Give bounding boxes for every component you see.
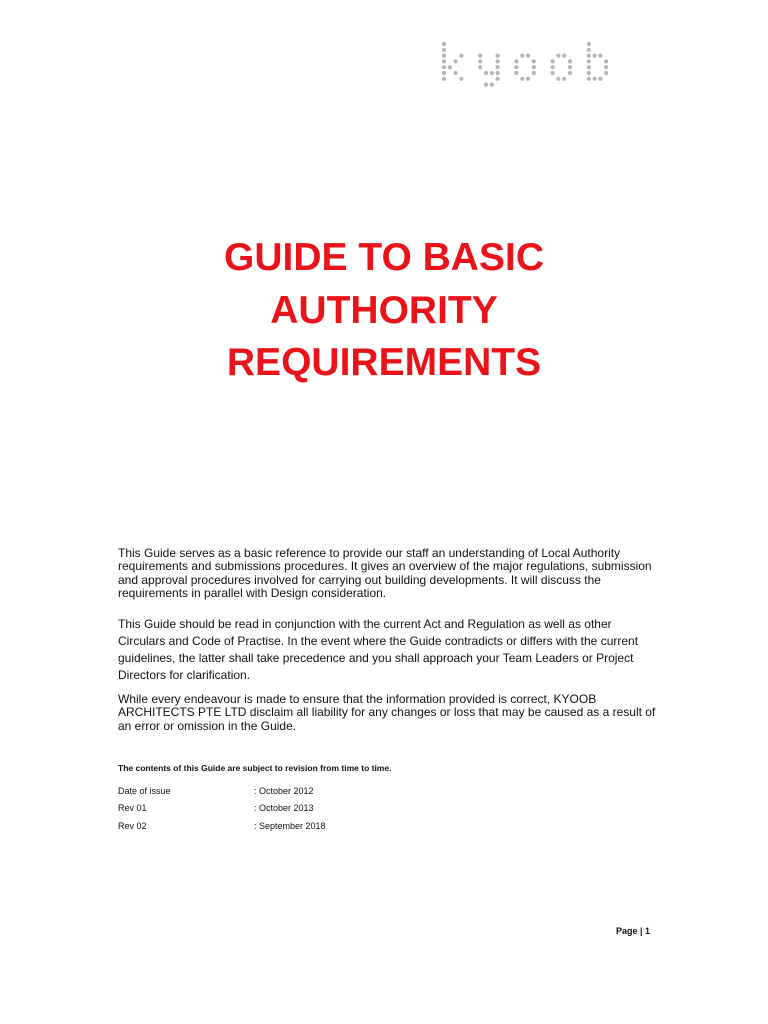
logo-dot — [587, 48, 591, 52]
logo-dot — [562, 77, 566, 81]
logo-dot — [514, 65, 518, 69]
logo-dot — [442, 48, 446, 52]
logo-dot — [604, 65, 608, 69]
logo-dot — [459, 77, 463, 81]
logo-dot — [568, 65, 572, 69]
logo-dot — [556, 54, 560, 58]
logo-dot — [448, 65, 452, 69]
page-number: Page | 1 — [615, 926, 650, 936]
revision-value: : October 2012 — [254, 786, 314, 796]
logo-dot — [459, 54, 463, 58]
logo-dot — [514, 59, 518, 63]
intro-paragraph: This Guide serves as a basic reference to provide our staff an understanding of Local Authority requirements and submissions procedures. It gives an overview of the major regulations, submission and approval procedures involved for carrying out building developments. It will discuss the requirements in parallel with Design consideration. — [118, 546, 652, 601]
logo-letter-o — [551, 54, 573, 81]
logo-dot — [520, 54, 524, 58]
logo-letter-b — [587, 42, 609, 81]
logo-dot — [496, 71, 500, 75]
logo-dot — [490, 71, 494, 75]
logo-dot — [478, 54, 482, 58]
logo-dot — [593, 77, 597, 81]
logo-dot — [454, 71, 458, 75]
logo-dot — [568, 59, 572, 63]
logo-dot — [551, 71, 555, 75]
logo-dot — [514, 71, 518, 75]
logo-dot — [442, 65, 446, 69]
logo-dot — [520, 77, 524, 81]
title-line-3: REQUIREMENTS — [226, 341, 542, 384]
logo-dot — [454, 59, 458, 63]
logo-dot — [587, 42, 591, 46]
logo-dot — [598, 54, 602, 58]
logo-dot — [496, 59, 500, 63]
logo-dot — [496, 65, 500, 69]
revision-note: The contents of this Guide are subject to revision from time to time. — [118, 763, 392, 773]
logo-dot — [442, 59, 446, 63]
logo-dot — [442, 77, 446, 81]
revision-value: : September 2018 — [254, 821, 326, 831]
logo-dot — [532, 65, 536, 69]
logo-dot — [556, 77, 560, 81]
logo-dot — [526, 77, 530, 81]
title-line-1: GUIDE TO BASIC — [224, 236, 544, 279]
logo-letter-y — [478, 54, 500, 87]
logo-dot — [587, 54, 591, 58]
logo-letter-o — [514, 54, 536, 81]
logo-dot — [496, 54, 500, 58]
logo-dot — [598, 77, 602, 81]
revision-label: Date of issue — [118, 786, 171, 796]
logo-dot — [587, 65, 591, 69]
revision-label: Rev 02 — [118, 821, 147, 831]
logo-dot — [496, 77, 500, 81]
logo-dot — [562, 54, 566, 58]
logo-dot — [442, 54, 446, 58]
disclaimer-paragraph: While every endeavour is made to ensure that the information provided is correct, KYOOB ARCHITECTS PTE LTD disclaim all liability for any changes or loss that may be caused as a result of an error or omission in the Guide. — [118, 692, 656, 733]
conjunction-paragraph: This Guide should be read in conjunction with the current Act and Regulation as well as other Circulars and Code of Practise. In the event where the Guide contradicts or differs with the current guidelines, the latter shall take precedence and you shall approach your Team Leaders or Project Directors for clarification. — [118, 617, 639, 682]
logo-dot — [484, 71, 488, 75]
kyoob-logo-dots — [440, 40, 652, 90]
title-line-2: AUTHORITY — [270, 289, 498, 332]
logo-dot — [568, 71, 572, 75]
logo-dot — [442, 71, 446, 75]
logo-dot — [442, 42, 446, 46]
logo-dot — [526, 54, 530, 58]
logo-dot — [490, 83, 494, 87]
logo-dot — [478, 65, 482, 69]
logo-dot — [551, 65, 555, 69]
logo-dot — [587, 59, 591, 63]
logo-dot — [478, 59, 482, 63]
logo-dot — [604, 59, 608, 63]
logo-dot — [484, 83, 488, 87]
logo-dot — [587, 71, 591, 75]
logo-dot — [593, 54, 597, 58]
logo-dot — [532, 71, 536, 75]
logo-dot — [551, 59, 555, 63]
revision-value: : October 2013 — [254, 803, 314, 813]
kyoob-logo — [440, 40, 652, 90]
revision-label: Rev 01 — [118, 803, 147, 813]
logo-dot — [532, 59, 536, 63]
logo-dot — [604, 71, 608, 75]
logo-dot — [587, 77, 591, 81]
logo-letter-k — [442, 42, 464, 81]
